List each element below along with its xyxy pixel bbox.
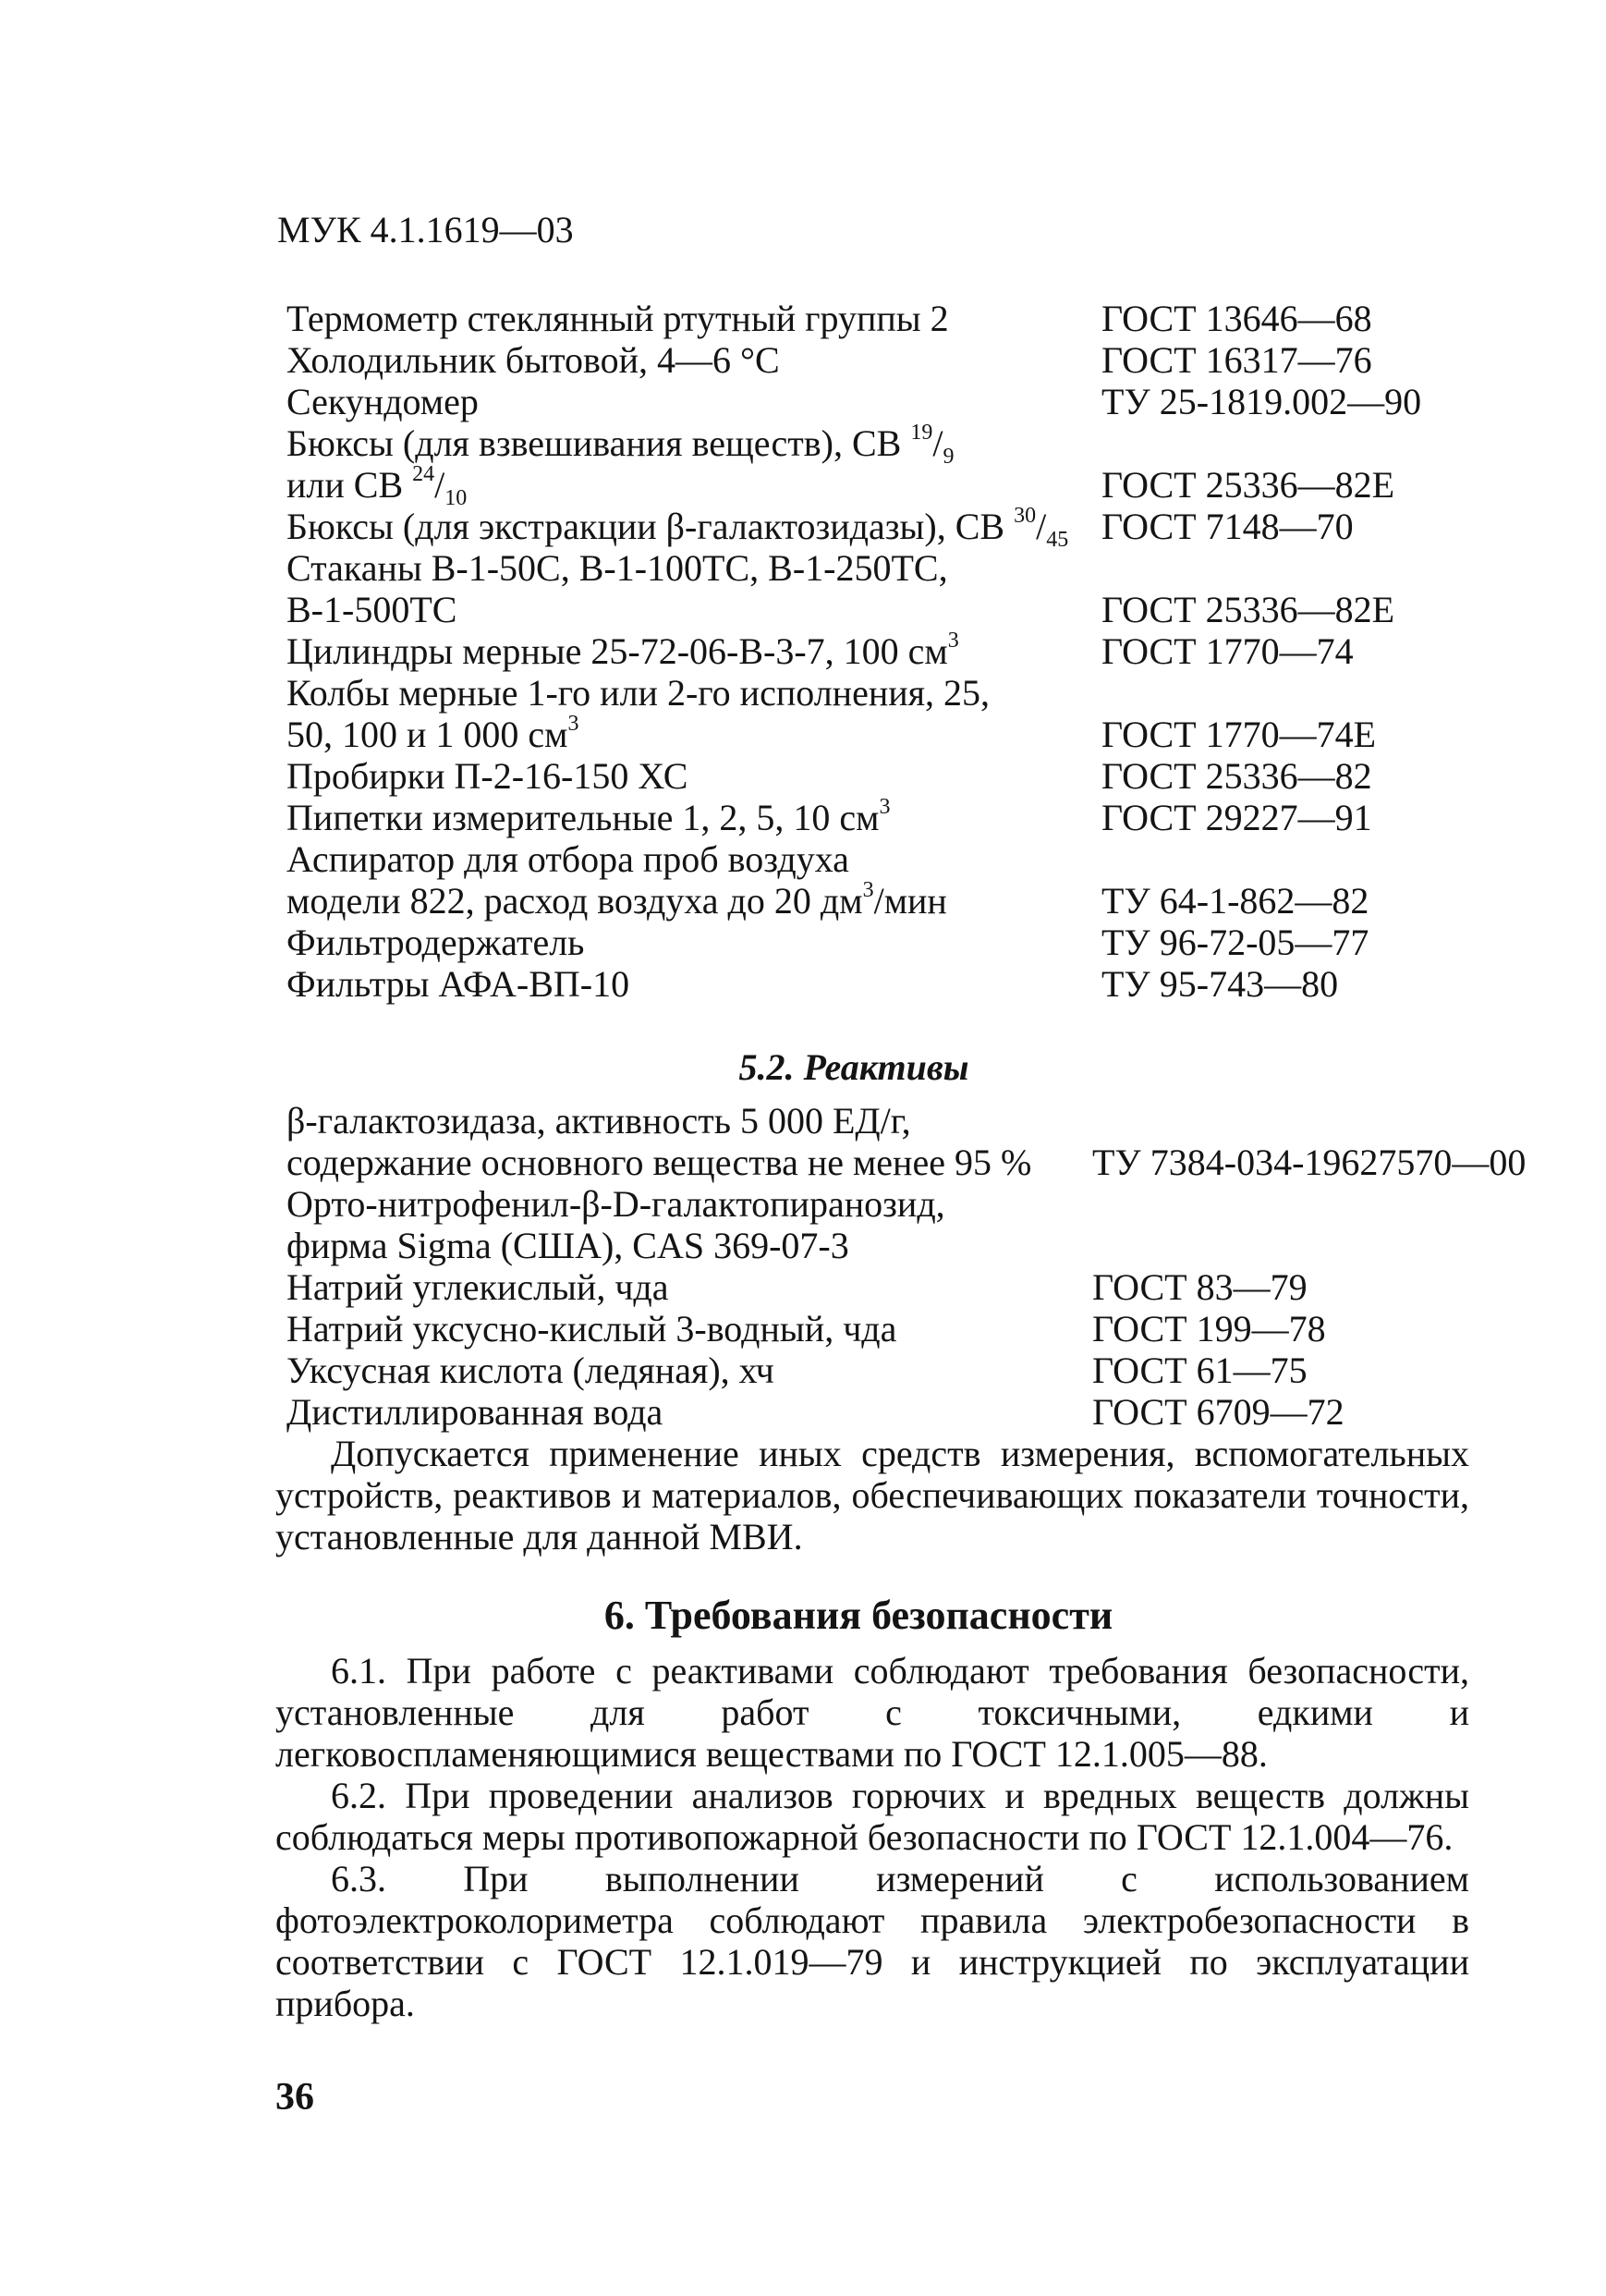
- fraction-slash: /: [1036, 506, 1047, 547]
- equipment-name: или СВ: [286, 464, 413, 506]
- superscript: 24: [412, 462, 435, 486]
- equipment-standard: ТУ 95-743—80: [1101, 963, 1339, 1005]
- equipment-name-group: [286, 880, 947, 922]
- equipment-name-group: [286, 421, 955, 469]
- reagent-standard: ГОСТ 61—75: [1092, 1350, 1308, 1391]
- equipment-name: Цилиндры мерные 25-72-06-В-3-7, 100 см: [286, 630, 948, 672]
- equipment-name-group: [286, 714, 578, 755]
- equipment-standard: ТУ 25-1819.002—90: [1101, 381, 1422, 422]
- reagent-name: Натрий углекислый, чда: [286, 1266, 669, 1308]
- subscript: 45: [1046, 528, 1069, 552]
- superscript: 3: [567, 712, 579, 736]
- superscript: 3: [879, 795, 891, 819]
- equipment-standard: ТУ 64-1-862—82: [1101, 880, 1369, 922]
- reagent-standard: ГОСТ 6709—72: [1092, 1391, 1344, 1433]
- superscript: 30: [1014, 504, 1037, 528]
- subscript: 9: [943, 445, 955, 469]
- equipment-standard: ГОСТ 25336—82: [1101, 755, 1372, 797]
- reagent-name: β-галактозидаза, активность 5 000 ЕД/г,: [286, 1100, 911, 1142]
- fraction-slash: /: [434, 464, 445, 506]
- equipment-name: Бюксы (для взвешивания веществ), СВ: [286, 422, 911, 464]
- subscript: 10: [444, 486, 468, 510]
- equipment-standard: ГОСТ 16317—76: [1101, 339, 1372, 381]
- equipment-standard: ТУ 96-72-05—77: [1101, 922, 1369, 963]
- equipment-name: Пробирки П-2-16-150 ХС: [286, 755, 688, 797]
- equipment-name: Бюксы (для экстракции β-галактозидазы), СВ: [286, 506, 1015, 547]
- equipment-name: Фильтры АФА-ВП-10: [286, 963, 630, 1005]
- equipment-name: Секундомер: [286, 381, 479, 422]
- safety-heading: 6. Требования безопасности: [603, 1593, 1113, 1638]
- equipment-standard: ГОСТ 1770—74: [1101, 630, 1354, 672]
- superscript: 3: [862, 878, 874, 902]
- document-code: МУК 4.1.1619—03: [277, 209, 574, 250]
- equipment-name: Термометр стеклянный ртутный группы 2: [286, 298, 949, 339]
- reagent-name: фирма Sigma (США), CAS 369-07-3: [286, 1225, 849, 1266]
- fraction-slash: /: [932, 422, 943, 464]
- equipment-name-group: [286, 504, 1069, 552]
- equipment-name: В-1-500ТС: [286, 589, 457, 630]
- safety-paragraph-1: 6.1. При работе с реактивами соблюдают требования безопасности, установленные для работ с токсичными, едкими и легковоспламеняющимися веществами по ГОСТ 12.1.005—88.: [275, 1650, 1469, 1775]
- equipment-name-group: [286, 797, 890, 838]
- reagent-standard: ТУ 7384-034-19627570—00: [1092, 1142, 1527, 1183]
- reagent-standard: ГОСТ 199—78: [1092, 1308, 1326, 1350]
- equipment-standard: ГОСТ 25336—82Е: [1101, 589, 1395, 630]
- page-number: 36: [275, 2076, 314, 2119]
- permission-paragraph: Допускается применение иных средств измерения, вспомогательных устройств, реактивов и материалов, обеспечивающих показатели точности, установленные для данной МВИ.: [275, 1433, 1469, 1557]
- equipment-name: Колбы мерные 1-го или 2-го исполнения, 25,: [286, 672, 991, 714]
- superscript: 19: [910, 421, 933, 445]
- equipment-standard: ГОСТ 1770—74Е: [1101, 714, 1377, 755]
- equipment-name: Аспиратор для отбора проб воздуха: [286, 838, 849, 880]
- reagents-heading: 5.2. Реактивы: [738, 1046, 969, 1088]
- reagent-name: Уксусная кислота (ледяная), хч: [286, 1350, 774, 1391]
- equipment-standard: ГОСТ 7148—70: [1101, 506, 1354, 547]
- safety-paragraph-2: 6.2. При проведении анализов горючих и вредных веществ должны соблюдаться меры противопожарной безопасности по ГОСТ 12.1.004—76.: [275, 1775, 1469, 1858]
- reagent-name: Орто-нитрофенил-β-D-галактопиранозид,: [286, 1183, 945, 1225]
- reagent-name: Дистиллированная вода: [286, 1391, 663, 1433]
- reagent-standard: ГОСТ 83—79: [1092, 1266, 1308, 1308]
- reagent-name: Натрий уксусно-кислый 3-водный, чда: [286, 1308, 897, 1350]
- equipment-standard: ГОСТ 25336—82Е: [1101, 464, 1395, 506]
- equipment-name-group: [286, 462, 468, 510]
- superscript: 3: [947, 629, 959, 653]
- unit-suffix: /мин: [873, 880, 947, 922]
- equipment-name: 50, 100 и 1 000 см: [286, 714, 568, 755]
- equipment-name: Пипетки измерительные 1, 2, 5, 10 см: [286, 797, 880, 838]
- equipment-standard: ГОСТ 29227—91: [1101, 797, 1372, 838]
- equipment-name: модели 822, расход воздуха до 20 дм: [286, 880, 863, 922]
- safety-paragraph-3: 6.3. При выполнении измерений с использованием фотоэлектроколориметра соблюдают правила электробезопасности в соответствии с ГОСТ 12.1.019—79 и инструкцией по эксплуатации прибора.: [275, 1858, 1469, 2024]
- equipment-name-group: [286, 630, 959, 672]
- equipment-name: Стаканы В-1-50С, В-1-100ТС, В-1-250ТС,: [286, 547, 948, 589]
- equipment-standard: ГОСТ 13646—68: [1101, 298, 1372, 339]
- reagent-name: содержание основного вещества не менее 95 %: [286, 1142, 1032, 1183]
- equipment-name: Фильтродержатель: [286, 922, 585, 963]
- equipment-name: Холодильник бытовой, 4—6 °С: [286, 339, 780, 381]
